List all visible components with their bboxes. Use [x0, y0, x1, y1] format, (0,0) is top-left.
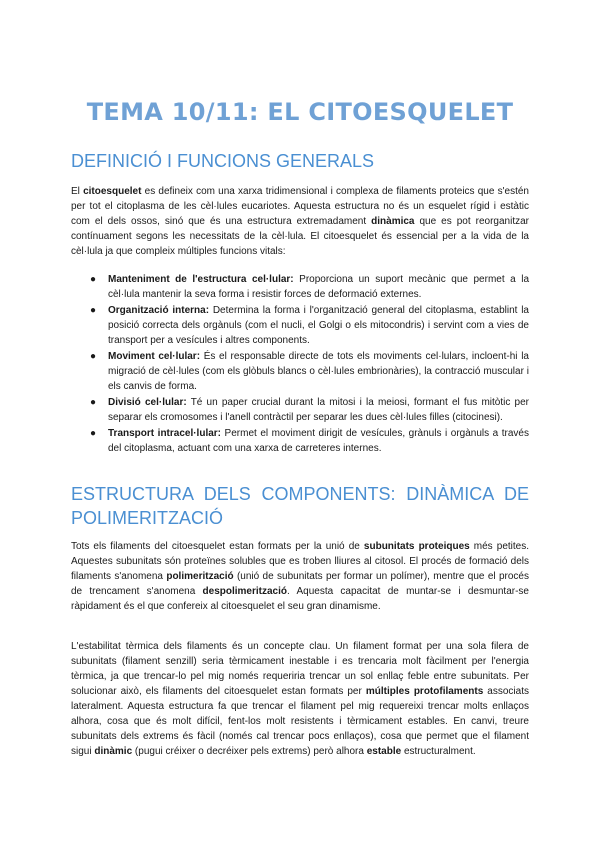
- function-term: Divisió cel·lular:: [108, 397, 187, 408]
- bullet-icon: ●: [90, 274, 97, 285]
- text-run: que es pot reorganitzar contínuament segons les necessitats de la cèl·lula. El citoesquelet és essencial per a la vida de la cèl·lula ja que compleix múltiples funcions vitals:: [71, 216, 530, 257]
- function-description: Determina la forma i l'organització general del citoplasma, establint la posició correcta dels orgànuls (com el nucli, el Golgi o els mitocondris) i servint com a vies de transport per a vesícules i altres components.: [108, 305, 529, 346]
- text-run: estructuralment.: [401, 746, 476, 757]
- function-term: Moviment cel·lular:: [108, 351, 201, 362]
- section-heading-structure-line1: ESTRUCTURA DELS COMPONENTS: DINÀMICA DE: [71, 484, 529, 504]
- functions-list: [90, 272, 529, 457]
- bullet-icon: ●: [90, 428, 97, 439]
- text-run: es defineix com una xarxa tridimensional i complexa de filaments proteics que s'estén per tot el citoplasma de les cèl·lules eucariotes. Aquesta estructura no és un esquelet rígid i estàtic com el dels ossos, sinó que és una estructura extremadament: [71, 186, 529, 227]
- page-title: TEMA 10/11: EL CITOESQUELET: [86, 98, 514, 126]
- section-heading-structure-line2: POLIMERITZACIÓ: [71, 508, 224, 528]
- function-list-item: [90, 349, 529, 394]
- function-description: Permet el moviment dirigit de vesícules, grànuls i orgànuls a través del citoplasma, actuant com una xarxa de carreteres internes.: [108, 428, 529, 454]
- text-run: (pugui créixer o decréixer pels extrems) però alhora: [132, 746, 367, 757]
- bold-term: despolimerització: [202, 586, 287, 597]
- bullet-icon: ●: [90, 305, 97, 316]
- text-run: Tots els filaments del citoesquelet estan formats per la unió de: [71, 541, 364, 552]
- stability-paragraph: [71, 639, 529, 759]
- bold-term: citoesquelet: [83, 186, 142, 197]
- polymerization-paragraph: [71, 539, 529, 614]
- bold-term: estable: [366, 746, 402, 757]
- function-description: És el responsable directe de tots els moviments cel·lulars, incloent-hi la migració de cèl·lules (com els glòbuls blancs o cèl·lules embrionàries), la contracció muscular i els canvis de forma.: [108, 351, 529, 392]
- section-heading-structure: [71, 482, 529, 530]
- bold-term: polimerització: [166, 571, 234, 582]
- bold-term: dinàmic: [94, 746, 133, 757]
- function-term: Manteniment de l'estructura cel·lular:: [108, 274, 294, 285]
- text-run: L'estabilitat tèrmica dels filaments és un concepte clau. Un filament format per una sola filera de subunitats (filament senzill) seria tèrmicament inestable i es trencaria molt fàcilment per l'energia tèrmica, ja que trencar-lo pel mig només requeriria trencar un sol enllaç feble entre subunitats. Per solucionar això, els filaments del citoesquelet estan formats per: [71, 641, 529, 697]
- function-list-item: [90, 303, 529, 348]
- bullet-icon: ●: [90, 351, 97, 362]
- text-run: (unió de subunitats per formar un polímer), mentre que el procés de trencament s'anomena: [71, 571, 529, 597]
- text-run: El: [71, 186, 84, 197]
- function-description: Proporciona un suport mecànic que permet a la cèl·lula mantenir la seva forma i resistir forces de deformació externes.: [108, 274, 530, 300]
- bullet-icon: ●: [90, 397, 97, 408]
- text-run: associats lateralment. Aquesta estructura fa que trencar el filament pel mig requereixi trencar molts enllaços alhora, cosa que és molt difícil, fent-los molt resistents i tèrmicament estables. En canvi, treure subunitats dels extrems és fàcil (només cal trencar pocs enllaços), cosa que permet que el filament sigui: [71, 686, 529, 757]
- function-description: Té un paper crucial durant la mitosi i la meiosi, formant el fus mitòtic per separar els cromosomes i l'anell contràctil per separar les dues cèl·lules filles (citocinesi).: [108, 397, 530, 423]
- function-term: Transport intracel·lular:: [108, 428, 222, 439]
- text-run: . Aquesta capacitat de muntar-se i desmuntar-se ràpidament és el que confereix al citoesquelet el seu gran dinamisme.: [71, 586, 529, 612]
- intro-paragraph: [71, 184, 529, 259]
- function-list-item: [90, 395, 530, 425]
- bold-term: dinàmica: [371, 216, 415, 227]
- text-run: més petites. Aquestes subunitats són proteïnes solubles que es troben lliures al citosol. El procés de formació dels filaments s'anomena: [71, 541, 529, 582]
- bold-term: subunitats proteiques: [363, 541, 470, 552]
- function-term: Organització interna:: [108, 305, 210, 316]
- section-heading-definition: DEFINICIÓ I FUNCIONS GENERALS: [71, 151, 375, 171]
- bold-term: múltiples protofilaments: [365, 686, 484, 697]
- function-list-item: [90, 272, 530, 302]
- function-list-item: [90, 426, 529, 456]
